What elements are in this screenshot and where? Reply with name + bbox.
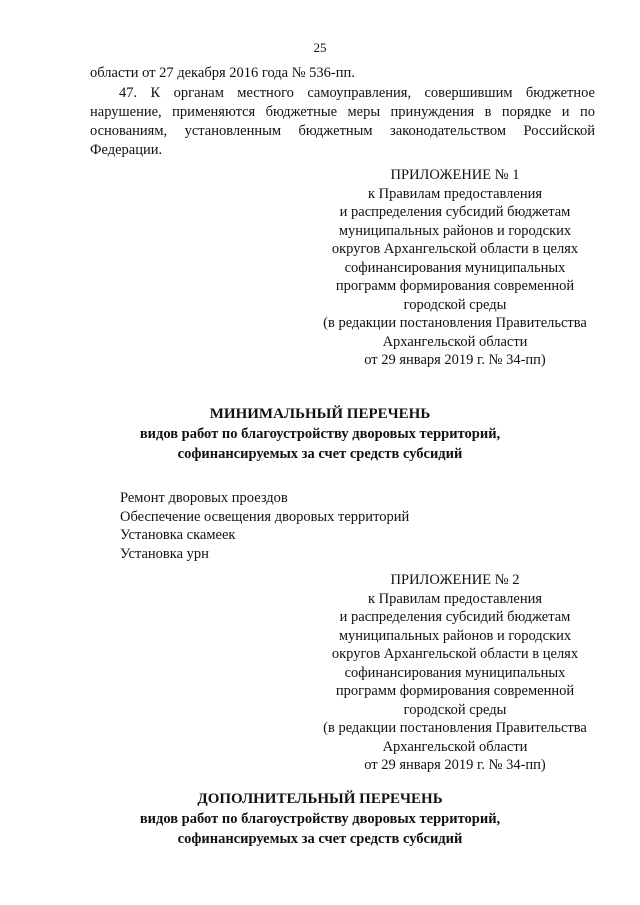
appendix-line: софинансирования муниципальных <box>344 664 566 681</box>
section-subtitle: видов работ по благоустройству дворовых территорий, <box>139 811 501 827</box>
work-list <box>120 489 409 563</box>
section-subtitle: видов работ по благоустройству дворовых территорий, <box>139 426 501 442</box>
appendix-line: муниципальных районов и городских <box>338 222 572 239</box>
page-number: 25 <box>313 40 327 55</box>
appendix-line: и распределения субсидий бюджетам <box>339 609 571 625</box>
appendix-line: городской среды <box>403 296 507 313</box>
appendix-1-header <box>305 166 605 370</box>
appendix-line: округов Архангельской области в целях <box>331 646 579 662</box>
appendix-line: ПРИЛОЖЕНИЕ № 2 <box>390 572 520 588</box>
appendix-line: городской среды <box>403 701 507 718</box>
appendix-line: от 29 января 2019 г. № 34-пп) <box>364 757 546 773</box>
list-item: Ремонт дворовых проездов <box>120 490 288 506</box>
appendix-line: Архангельской области <box>382 333 528 350</box>
appendix-line: (в редакции постановления Правительства <box>323 720 587 736</box>
appendix-line: округов Архангельской области в целях <box>331 241 579 257</box>
section-subtitle: софинансируемых за счет средств субсидий <box>177 831 463 847</box>
appendix-line: (в редакции постановления Правительства <box>323 315 587 331</box>
list-item: Установка скамеек <box>120 527 236 543</box>
section-title: ДОПОЛНИТЕЛЬНЫЙ ПЕРЕЧЕНЬ <box>197 791 443 807</box>
list-item: Обеспечение освещения дворовых территорий <box>120 508 410 525</box>
appendix-line: к Правилам предоставления <box>367 185 543 202</box>
appendix-line: софинансирования муниципальных <box>344 259 566 276</box>
appendix-line: к Правилам предоставления <box>367 590 543 607</box>
section-1-heading <box>0 404 640 464</box>
section-subtitle: софинансируемых за счет средств субсидий <box>177 446 463 462</box>
appendix-line: ПРИЛОЖЕНИЕ № 1 <box>390 167 520 183</box>
appendix-line: Архангельской области <box>382 738 528 755</box>
section-2-heading <box>0 789 640 849</box>
appendix-line: муниципальных районов и городских <box>338 627 572 644</box>
appendix-line: от 29 января 2019 г. № 34-пп) <box>364 352 546 368</box>
appendix-line: программ формирования современной <box>335 278 575 294</box>
intro-line: области от 27 декабря 2016 года № 536-пп. <box>90 65 355 81</box>
paragraph-47: 47. К органам местного самоуправления, совершившим бюджетное нарушение, применяются бюджетные меры принуждения в порядке и по основаниям, установленным бюджетным законодательством Российской Федерации. <box>90 85 595 158</box>
appendix-line: и распределения субсидий бюджетам <box>339 204 571 220</box>
list-item: Установка урн <box>120 545 209 562</box>
appendix-2-header <box>305 571 605 775</box>
appendix-line: программ формирования современной <box>335 683 575 699</box>
section-title: МИНИМАЛЬНЫЙ ПЕРЕЧЕНЬ <box>209 406 431 422</box>
